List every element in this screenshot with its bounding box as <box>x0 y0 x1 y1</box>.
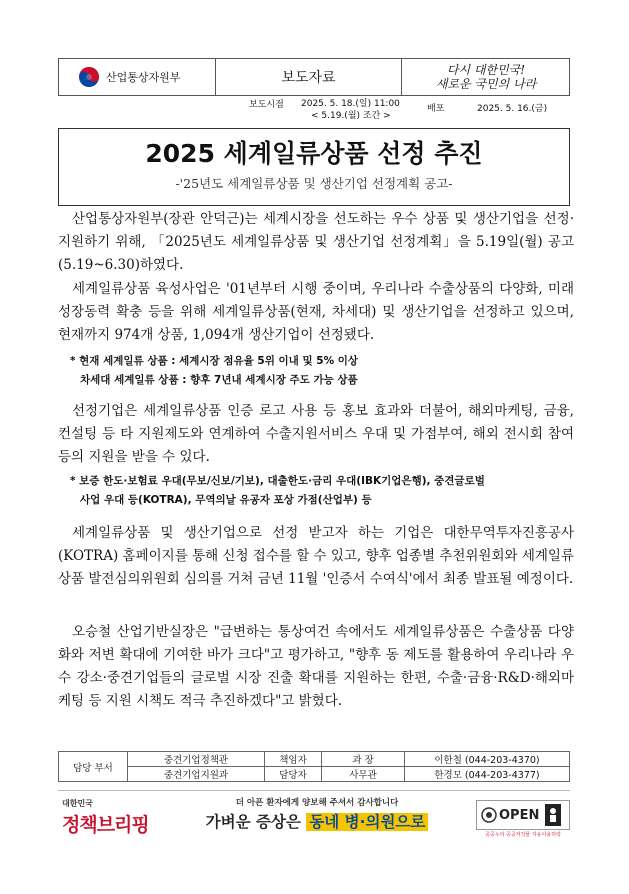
open-badge <box>476 800 570 830</box>
person-1: 이한철 (044-203-4370) <box>405 752 570 767</box>
contact-row-2 <box>59 767 570 782</box>
ministry-logo-area <box>58 58 216 96</box>
doc-type: 보도자료 <box>216 58 402 96</box>
open-label: OPEN <box>499 807 540 823</box>
note-2 <box>70 472 570 510</box>
paragraph-4: 세계일류상품 및 생산기업으로 선정 받고자 하는 기업은 대한무역투자진흥공사(KOTRA) 홈페이지를 통해 신청 접수를 할 수 있고, 향후 업종별 추천위원회와 세계일류상품 발전심의위원회 심의를 거쳐 금년 11월 '인증서 수여식'에서 최종 발표될 예정이다. <box>58 525 575 587</box>
paragraph-3: 선정기업은 세계일류상품 인증 로고 사용 등 홍보 효과와 더불어, 해외마케팅, 금융, 컨설팅 등 타 지원제도와 연계하여 수출지원서비스 우대 및 가점부여, 해외 전시회 참여 등의 지원을 받을 수 있다. <box>58 403 574 465</box>
embargo-label: 보도시점 <box>249 100 284 110</box>
distribute-date: 2025. 5. 16.(금) <box>477 104 548 114</box>
brief-logo: 정책브리핑 <box>62 814 149 836</box>
note-2-line1: * 보증 한도·보험료 우대(무보/신보/기보), 대출한도·금리 우대(IBK기업은행), 중견글로벌 <box>70 475 485 487</box>
position-1: 과 장 <box>322 752 405 767</box>
cc-icon <box>481 807 497 823</box>
banner-top: 더 아픈 환자에게 양보해 주셔서 감사합니다 <box>235 798 399 808</box>
dept-label: 담당 부서 <box>59 752 128 782</box>
banner-main-part2: 동네 병·의원으로 <box>306 813 428 831</box>
taegeuk-logo-icon <box>78 66 100 88</box>
position-2: 사무관 <box>322 767 405 782</box>
banner-main-part1: 가벼운 증상은 <box>205 813 307 831</box>
note-1-line2: 차세대 세계일류 상품 : 향후 7년내 세계시장 주도 가능 상품 <box>80 374 358 386</box>
note-1-line1: * 현재 세계일류 상품 : 세계시장 점유율 5위 이내 및 5% 이상 <box>70 355 359 367</box>
ministry-name: 산업통상자원부 <box>106 71 181 84</box>
note-2-line2: 사업 우대 등(KOTRA), 무역의날 유공자 포상 가점(산업부) 등 <box>80 494 372 506</box>
embargo-time: 2025. 5. 18.(일) 11:00 <box>301 99 400 109</box>
distribute-label: 배포 <box>427 104 445 114</box>
embargo-note: < 5.19.(월) 조간 > <box>311 111 391 121</box>
paragraph-5: 오승철 산업기반실장은 "급변하는 통상여건 속에서도 세계일류상품은 수출상품 다양화와 저변 확대에 기여한 바가 크다"고 평가하고, "향후 동 제도를 활용하여 우리나라 우수 강소·중견기업들의 글로벌 시장 진출 확대를 지원하는 한편, 수출·금융·R&D·해외마케팅 등 지원 시책도 적극 추진하겠다"고 밝혔다. <box>58 624 574 709</box>
dept-1: 중견기업정책관 <box>128 752 265 767</box>
banner-main <box>172 810 462 832</box>
open-sub: 공공누리 공공저작물 자유이용허락 <box>485 832 561 838</box>
note-1 <box>70 352 570 390</box>
person-icon <box>545 804 561 826</box>
contact-table <box>58 751 570 782</box>
paragraph-1: 산업통상자원부(장관 안덕근)는 세계시장을 선도하는 우수 상품 및 생산기업을 선정·지원하기 위해, 「2025년도 세계일류상품 및 생산기업 선정계획」을 5.19일(월) 공고(5.19~6.30)하였다. <box>58 211 574 273</box>
person-2: 한경모 (044-203-4377) <box>405 767 570 782</box>
slogan <box>402 58 570 96</box>
page-title: 2025 세계일류상품 선정 추진 <box>145 139 483 168</box>
contact-row-1 <box>59 752 570 767</box>
paragraph-2: 세계일류상품 육성사업은 '01년부터 시행 중이며, 우리나라 수출상품의 다양화, 미래 성장동력 확충 등을 위해 세계일류상품(현재, 차세대) 및 생산기업을 선정하고 있으며, 현재까지 974개 상품, 1,094개 생산기업이 선정됐다. <box>58 281 574 343</box>
footer-divider <box>58 790 570 791</box>
brief-small: 대한민국 <box>62 799 93 808</box>
dept-2: 중견기업지원과 <box>128 767 265 782</box>
subtitle: -'25년도 세계일류상품 및 생산기업 선정계획 공고- <box>175 176 453 191</box>
slogan-line1: 다시 대한민국! <box>446 63 526 77</box>
slogan-line2: 새로운 국민의 나라 <box>435 77 537 91</box>
resp-label: 책임자 <box>265 752 322 767</box>
staff-label: 담당자 <box>265 767 322 782</box>
